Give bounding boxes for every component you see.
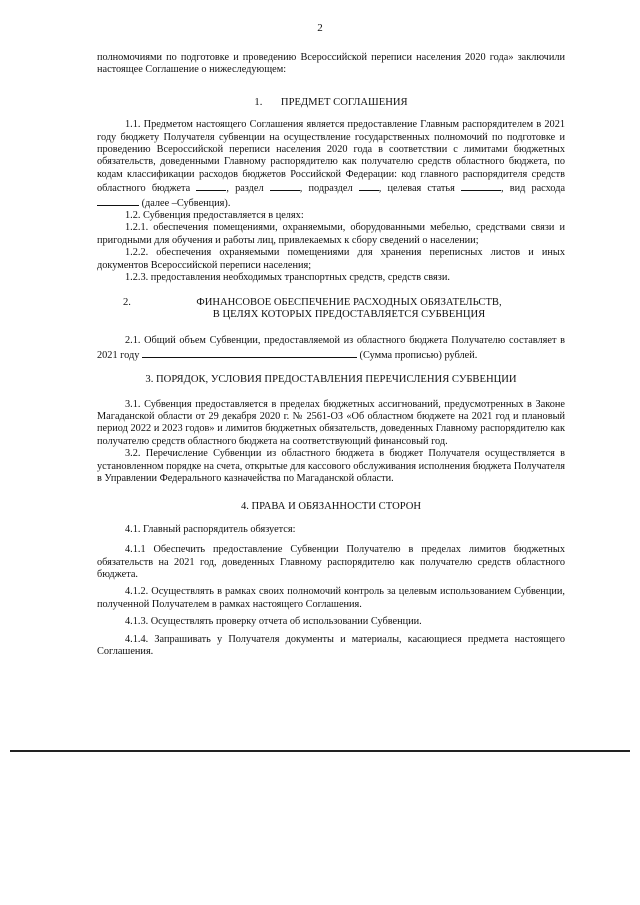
clause-1-1-expense: , вид расхода bbox=[501, 183, 566, 195]
section-2-heading bbox=[97, 297, 565, 322]
section-4-heading: 4. ПРАВА И ОБЯЗАННОСТИ СТОРОН bbox=[240, 501, 422, 513]
clause-1-2: 1.2. Субвенция предоставляется в целях: bbox=[125, 210, 304, 222]
clause-1-2-2: 1.2.2. обеспечения охраняемыми помещениями для хранения переписных листов и иных документов Всероссийской переписи населения; bbox=[97, 247, 565, 271]
section-1-heading bbox=[97, 97, 565, 109]
section-1-number: 1. bbox=[254, 96, 263, 108]
section-2-number: 2. bbox=[123, 296, 131, 308]
blank-field bbox=[359, 181, 379, 191]
blank-field bbox=[270, 181, 300, 191]
footer-divider bbox=[10, 750, 630, 752]
clause-1-1-target: , целевая статья bbox=[378, 183, 455, 195]
blank-field bbox=[142, 348, 357, 358]
section-2-title-line1: ФИНАНСОВОЕ ОБЕСПЕЧЕНИЕ РАСХОДНЫХ ОБЯЗАТЕЛЬСТВ, bbox=[196, 296, 502, 308]
clause-4-1-4: 4.1.4. Запрашивать у Получателя документы и материалы, касающиеся предмета настоящего Соглашения. bbox=[97, 633, 565, 658]
document-body bbox=[97, 52, 565, 658]
clause-4-1: 4.1. Главный распорядитель обязуется: bbox=[125, 523, 296, 535]
clause-1-1-section: , раздел bbox=[226, 183, 264, 195]
blank-field bbox=[97, 196, 139, 206]
clause-2-1-tail: (Сумма прописью) рублей. bbox=[359, 349, 478, 361]
page-number: 2 bbox=[317, 22, 323, 34]
clause-3-1: 3.1. Субвенция предоставляется в пределах бюджетных ассигнований, предусмотренных в Законе Магаданской области от 29 декабря 2020 г. № 2561-ОЗ «Об областном бюджете на 2021 год и плановый период 2022 и 2023 годов» и лимитов бюджетных обязательств, доведенных Главному распорядителю как получателю средств областного бюджета на соответствующий финансовый год. bbox=[97, 398, 565, 447]
clause-4-1-2: 4.1.2. Осуществлять в рамках своих полномочий контроль за целевым использованием Субвенции, полученной Получателем в рамках настоящего Соглашения. bbox=[97, 586, 565, 610]
clause-4-1-1: 4.1.1 Обеспечить предоставление Субвенции Получателю в пределах лимитов бюджетных обязательств на 2021 год, доведенных Главному распорядителю как получателю средств областного бюджета. bbox=[97, 544, 565, 580]
intro-paragraph: полномочиями по подготовке и проведению Всероссийской переписи населения 2020 года» заключили настоящее Соглашение о нижеследующем: bbox=[97, 52, 565, 76]
section-2-title-line2: В ЦЕЛЯХ КОТОРЫХ ПРЕДОСТАВЛЯЕТСЯ СУБВЕНЦИЯ bbox=[212, 308, 486, 320]
clause-1-1-subsection: , подраздел bbox=[299, 183, 353, 195]
clause-1-1-text: 1.1. Предметом настоящего Соглашения является предоставление Главным распорядителем в 2021 году бюджету Получателя субвенции на осуществление государственных полномочий по подготовке и проведению Всероссийской переписи населения 2020 года в соответствии с лимитами бюджетных обязательств, доведенными Главному распорядителю как получателю средств областного бюджета, по кодам классификации расходов бюджетов Российской Федерации: код главного распорядителя средств областного бюджета bbox=[97, 119, 565, 195]
clause-2-1-text: 2.1. Общий объем Субвенции, предоставляемой из областного бюджета Получателю составляет в 2021 году bbox=[97, 335, 565, 361]
clause-1-2-1: 1.2.1. обеспечения помещениями, охраняемыми, оборудованными мебелью, средствами связи и пригодными для обучения и работы лиц, привлекаемых к сбору сведений о населении; bbox=[97, 222, 565, 246]
clause-2-1 bbox=[97, 335, 565, 362]
section-3-heading: 3. ПОРЯДОК, УСЛОВИЯ ПРЕДОСТАВЛЕНИЯ ПЕРЕЧИСЛЕНИЯ СУБВЕНЦИИ bbox=[145, 374, 517, 386]
clause-4-1-3: 4.1.3. Осуществлять проверку отчета об использовании Субвенции. bbox=[125, 616, 422, 628]
section-1-title: ПРЕДМЕТ СОГЛАШЕНИЯ bbox=[280, 96, 408, 108]
clause-1-2-3: 1.2.3. предоставления необходимых транспортных средств, средств связи. bbox=[125, 272, 450, 284]
clause-3-2: 3.2. Перечисление Субвенции из областного бюджета в бюджет Получателя осуществляется в установленном порядке на счета, открытые для кассового обслуживания исполнения бюджета Получателя в Управлении Федерального казначейства по Магаданской области. bbox=[97, 448, 565, 484]
clause-1-1-tail: (далее –Субвенция). bbox=[141, 197, 231, 209]
blank-field bbox=[196, 181, 226, 191]
clause-1-1 bbox=[97, 119, 565, 210]
blank-field bbox=[461, 181, 501, 191]
